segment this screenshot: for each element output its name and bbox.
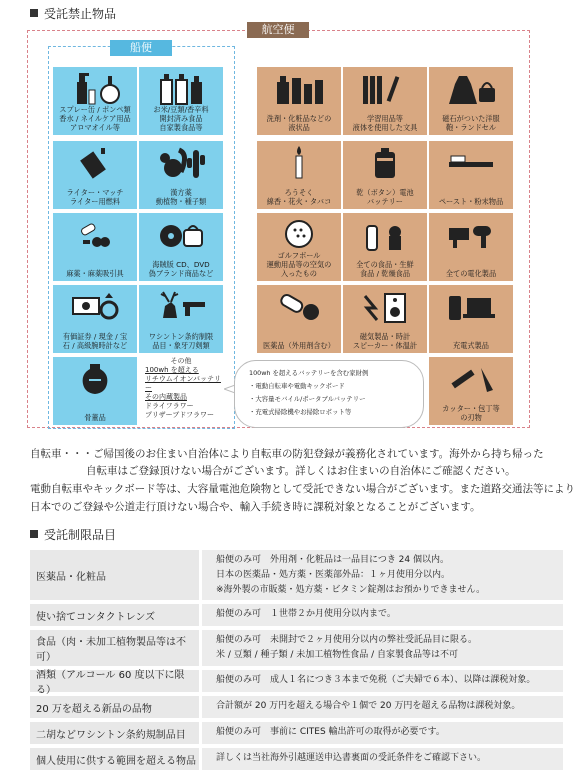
sea-freight-label: 船便 xyxy=(110,40,172,56)
tile-blades: カッター・包丁等 の刃物 xyxy=(429,357,513,425)
tile-drugs: 麻薬・麻薬吸引具 xyxy=(53,213,137,281)
section-title-prohibited: 受託禁止物品 xyxy=(30,7,116,21)
tile-paste: ペースト・粉末物品 xyxy=(429,141,513,209)
air-freight-label: 航空便 xyxy=(247,22,309,38)
table-row: 医薬品・化粧品 船便のみ可 外用剤・化粧品は一品目につき 24 個以内。 日本の医薬品・処方薬・医薬部外品：１ヶ月使用分以内。 ※海外製の市販薬・処方薬・ビタミン錠剤はお預かりできません。 xyxy=(30,550,563,604)
tile-valuables: 有価証券 / 現金 / 宝 石 / 高級腕時計など xyxy=(53,285,137,353)
battery-note-bubble: 100wh を超えるバッテリーを含む家財例 ・電動自転車や電動キックボード ・大容量モバイル/ポータブルバッテリー ・充電式掃除機やお掃除ロボット等 xyxy=(234,360,424,428)
speaker-icon xyxy=(343,288,427,324)
table-row: 酒類（アルコール 60 度以下に限る） 船便のみ可 成人１名につき３本まで免税（ご夫婦で６本）、以降は課税対象。 xyxy=(30,670,563,696)
candle-icon xyxy=(257,144,341,180)
lighter-icon xyxy=(53,144,137,180)
toothpaste-icon xyxy=(429,144,513,180)
other-heading: その他 xyxy=(170,357,192,365)
tile-cites: ワシントン条約制限 品目・象牙刀剣類 xyxy=(139,285,223,353)
table-row: 食品（肉・未加工植物製品等は不可） 船便のみ可 未開封で２ヶ月使用分以内の弊社受託品目に限る。 米 / 豆類 / 種子類 / 未加工植物性食品 / 自家製食品等は不可 xyxy=(30,630,563,670)
section-title-restricted: 受託制限品目 xyxy=(30,528,116,542)
tile-antique: 骨董品 xyxy=(53,357,137,425)
tile-spray: スプレー缶 / ポンペ類 香水 / ネイルケア用品 アロマオイル等 xyxy=(53,67,137,135)
table-row: 個人使用に供する範囲を超える物品 詳しくは当社海外引越運送申込書裏面の受託条件をご確認下さい。 xyxy=(30,748,563,774)
tile-magnet-clothes: 磁石がついた洋服 鞄・ランドセル xyxy=(429,67,513,135)
battery-icon xyxy=(343,144,427,180)
bottles-icon xyxy=(139,70,223,106)
appliance-icon xyxy=(429,216,513,252)
tile-golf: ゴルフボール 運動用品等の空気の 入ったもの xyxy=(257,213,341,281)
tile-pirated: 海賊版 CD、DVD 偽ブランド商品など xyxy=(139,213,223,281)
spray-bottle-icon xyxy=(53,70,137,106)
table-row: 使い捨てコンタクトレンズ 船便のみ可 １世帯２か月使用分以内まで。 xyxy=(30,604,563,630)
tile-lighter: ライター・マッチ ライター用燃料 xyxy=(53,141,137,209)
tile-herbal: 漢方薬 動植物・種子類 xyxy=(139,141,223,209)
tile-stationery: 学習用品等 液体を使用した文具 xyxy=(343,67,427,135)
square-bullet-icon xyxy=(30,9,38,17)
vase-icon xyxy=(53,360,137,396)
table-row: 二胡などワシントン条約規制品目 船便のみ可 事前に CITES 輸出許可の取得が必要です。 xyxy=(30,722,563,748)
tile-rechargeable: 充電式製品 xyxy=(429,285,513,353)
tile-battery: 乾（ボタン）電池 バッテリー xyxy=(343,141,427,209)
stationery-icon xyxy=(343,70,427,106)
dress-bag-icon xyxy=(429,70,513,106)
table-row: 20 万を超える新品の品物 合計額が 20 万円を超える場合や１個で 20 万円を超える品物は課税対象。 xyxy=(30,696,563,722)
tile-medicine: 医薬品（外用剤含む） xyxy=(257,285,341,353)
food-icon xyxy=(343,216,427,252)
tile-food: 全ての食品・生鮮 食品 / 乾燥食品 xyxy=(343,213,427,281)
note-bicycle-1: 自転車・・・ご帰国後のお住まい自治体により自転車の防犯登録が義務化されています。海外から持ち帰った xyxy=(30,448,544,460)
tile-rice-food: お米/豆類/香辛料 開封済み食品 自家製食品等 xyxy=(139,67,223,135)
money-ring-icon xyxy=(53,288,137,324)
knife-icon xyxy=(429,360,513,396)
squirrel-cactus-icon xyxy=(139,144,223,180)
restricted-items-table xyxy=(30,550,563,774)
golfball-icon xyxy=(257,216,341,252)
laptop-phone-icon xyxy=(429,288,513,324)
drugs-icon xyxy=(53,216,137,252)
note-ebike-2: 日本でのご登録や公道走行頂けない場合や、輸入手続き時に課税対象となることがございます。 xyxy=(30,501,481,513)
note-bicycle-2: 自転車はご登録頂けない場合がございます。詳しくはお住まいの自治体にご確認ください。 xyxy=(86,465,516,477)
pills-icon xyxy=(257,288,341,324)
tile-detergent: 洗剤・化粧品などの 液状品 xyxy=(257,67,341,135)
deer-gun-icon xyxy=(139,288,223,324)
note-ebike-1: 電動自転車やキックボード等は、大容量電池危険物として受託できない場合がございます。また道路交通法等により xyxy=(30,483,575,495)
cd-bag-icon xyxy=(139,216,223,252)
detergent-icon xyxy=(257,70,341,106)
other-items-box: その他 100wh を超える リチウムイオンバッテリー その内蔵製品 ドライフラワー プリザーブドフラワー xyxy=(139,357,223,425)
square-bullet-icon xyxy=(30,530,38,538)
tile-magnetic: 磁気製品・時計 スピーカー・体温計 xyxy=(343,285,427,353)
tile-electronics: 全ての電化製品 xyxy=(429,213,513,281)
tile-candle: ろうそく 線香・花火・タバコ xyxy=(257,141,341,209)
